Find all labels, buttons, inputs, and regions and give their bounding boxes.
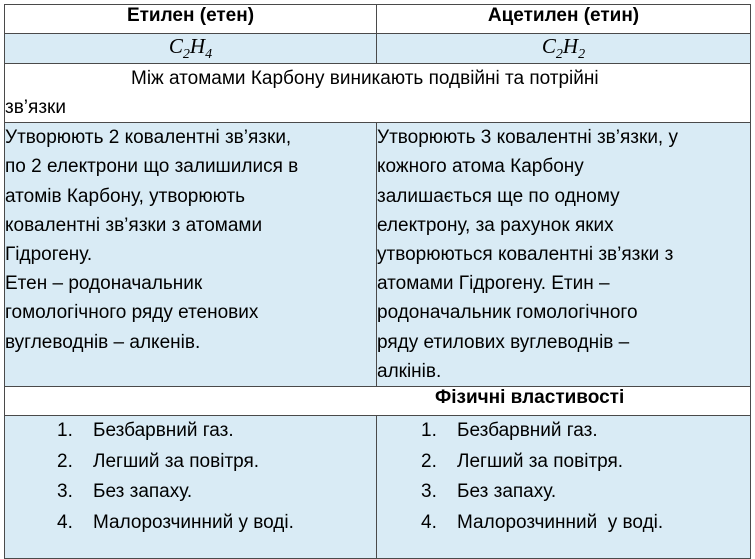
formula-c-sub: 2 xyxy=(182,47,190,63)
property-item xyxy=(57,416,376,447)
property-text: Малорозчинний у воді. xyxy=(457,511,664,533)
formula-h-sub: 2 xyxy=(578,47,586,63)
property-number: 2. xyxy=(421,450,437,472)
property-number: 3. xyxy=(421,481,437,503)
property-text: Безбарвний газ. xyxy=(93,420,234,442)
formula-c: C xyxy=(168,34,183,58)
properties-ethylene xyxy=(5,416,377,559)
bonds-line-2: зв’язки xyxy=(5,97,66,119)
property-number: 4. xyxy=(57,511,73,533)
header-row xyxy=(5,5,751,34)
description-ethylene xyxy=(5,123,377,387)
description-line: Утворюють 2 ковалентні зв’язки, xyxy=(5,127,292,149)
header-ethylene: Етилен (етен) xyxy=(5,5,377,34)
description-line: атомами Гідрогену. Етин – xyxy=(377,273,610,295)
properties-acetylene xyxy=(377,416,751,559)
formula-h: H xyxy=(562,34,579,58)
formula-h: H xyxy=(189,34,206,58)
property-text: Малорозчинний у воді. xyxy=(93,511,294,533)
description-line: ковалентні зв’язки з атомами xyxy=(5,214,263,236)
description-row xyxy=(5,123,751,387)
property-item xyxy=(57,508,376,539)
description-line: родоначальник гомологічного xyxy=(377,302,638,324)
description-line: алкінів. xyxy=(377,360,442,382)
description-line: утворюються ковалентні зв’язки з xyxy=(377,244,674,265)
property-number: 3. xyxy=(57,481,73,503)
formula-c-sub: 2 xyxy=(555,47,563,63)
description-line: гомологічного ряду етенових xyxy=(5,302,259,324)
description-line: вуглеводнів – алкенів. xyxy=(5,331,201,353)
property-item xyxy=(421,447,750,478)
formula-ethylene xyxy=(5,34,377,64)
formula-h-sub: 4 xyxy=(205,47,213,63)
description-line: ряду етилових вуглеводнів – xyxy=(377,331,630,353)
description-line: кожного атома Карбону xyxy=(377,156,584,178)
physical-title-text: Фізичні властивості xyxy=(435,387,625,409)
formula-c: C xyxy=(541,34,556,58)
property-text: Без запаху. xyxy=(93,481,193,503)
bonds-line-1: Між атомами Карбону виникають подвійні та потрійні xyxy=(131,68,599,90)
formula-acetylene xyxy=(377,34,751,64)
bonds-cell xyxy=(5,64,751,123)
properties-row xyxy=(5,416,751,559)
property-item xyxy=(421,508,750,539)
property-number: 1. xyxy=(57,420,73,442)
description-line: електрону, за рахунок яких xyxy=(377,214,614,236)
description-line: Утворюють 3 ковалентні зв’язки, у xyxy=(377,127,678,149)
description-line: атомів Карбону, утворюють xyxy=(5,185,246,207)
comparison-table xyxy=(4,4,751,559)
property-item xyxy=(421,477,750,508)
property-number: 4. xyxy=(421,511,437,533)
property-text: Легший за повітря. xyxy=(93,450,260,472)
property-text: Легший за повітря. xyxy=(457,450,624,472)
formula-row xyxy=(5,34,751,64)
property-item xyxy=(57,477,376,508)
physical-properties-title xyxy=(5,387,751,416)
description-line: залишається ще по одному xyxy=(377,185,620,207)
property-text: Безбарвний газ. xyxy=(457,420,598,442)
property-text: Без запаху. xyxy=(457,481,557,503)
description-line: по 2 електрони що залишилися в xyxy=(5,156,299,178)
description-acetylene xyxy=(377,123,751,387)
property-number: 1. xyxy=(421,420,437,442)
header-acetylene: Ацетилен (етин) xyxy=(377,5,751,34)
description-line: Гідрогену. xyxy=(5,244,93,265)
bonds-row xyxy=(5,64,751,123)
property-item xyxy=(421,416,750,447)
physical-title-row xyxy=(5,387,751,416)
property-item xyxy=(57,447,376,478)
property-number: 2. xyxy=(57,450,73,472)
description-line: Етен – родоначальник xyxy=(5,273,203,295)
